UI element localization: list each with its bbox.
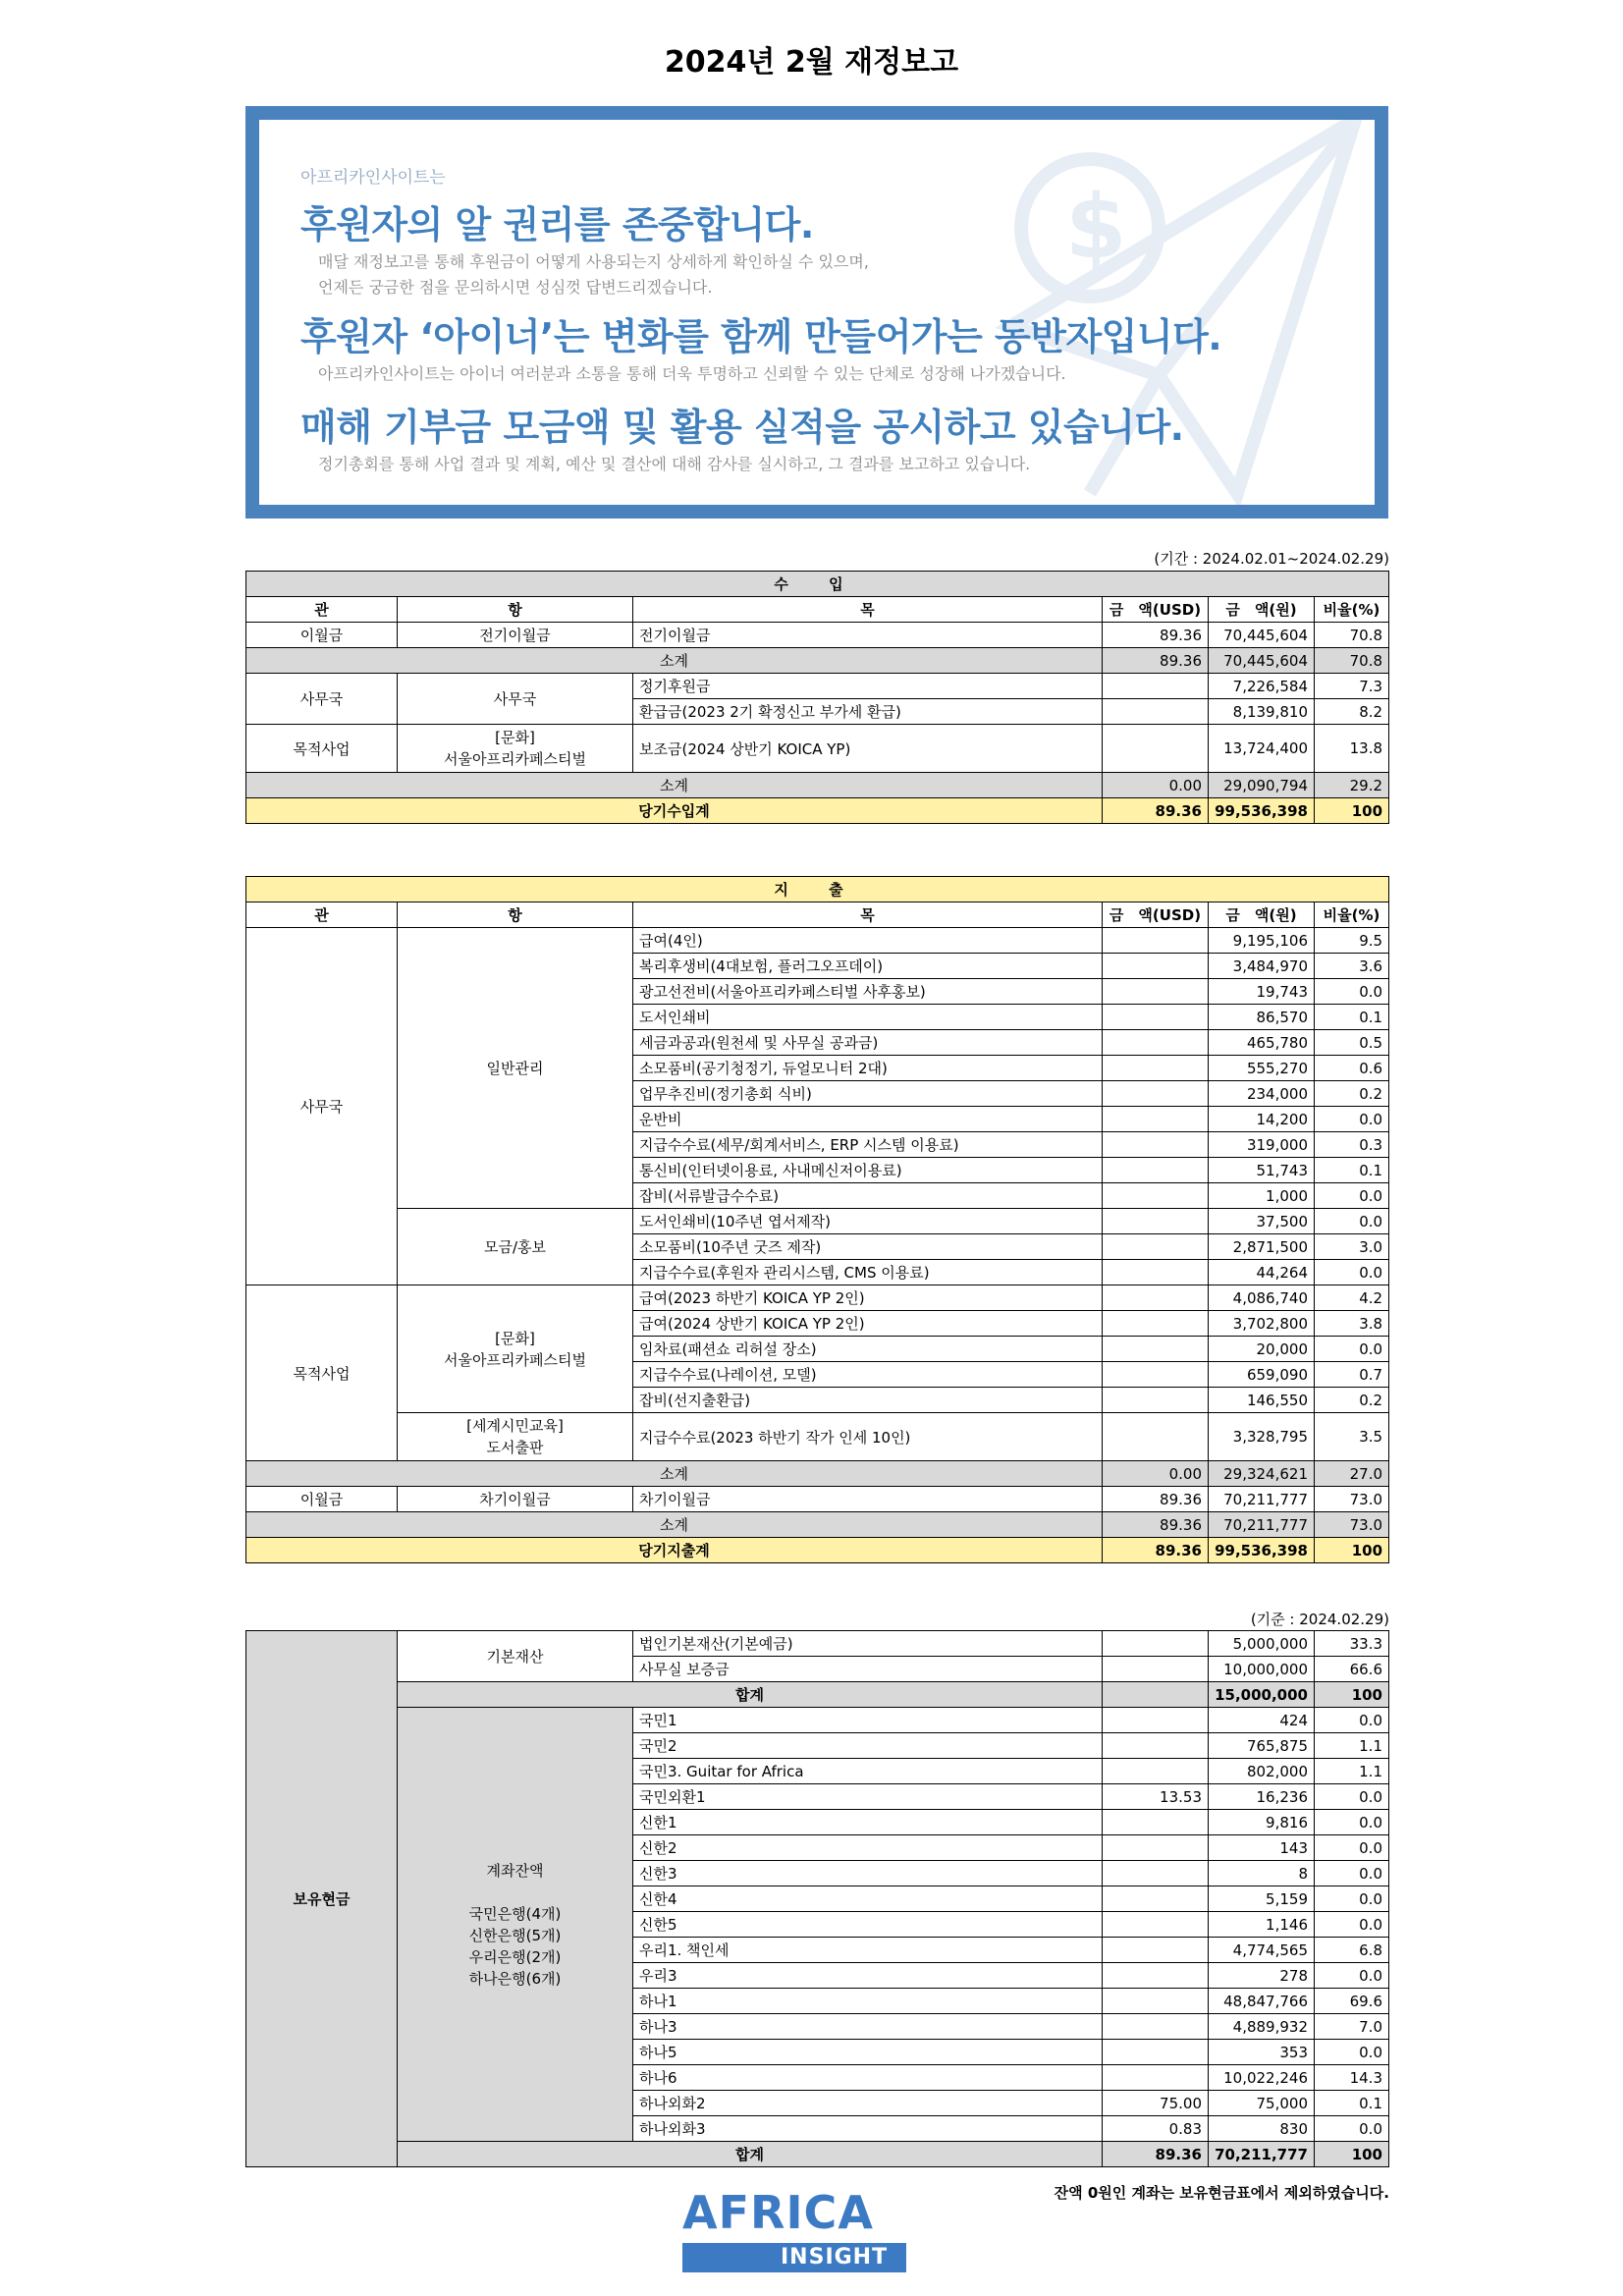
table-cell: 0.7 <box>1315 1362 1389 1388</box>
table-cell: 국민2 <box>633 1733 1103 1759</box>
table-cell: 89.36 <box>1103 1538 1209 1563</box>
table-cell: 비율(%) <box>1315 902 1389 928</box>
table-cell: 전기이월금 <box>633 623 1103 648</box>
table-cell: 하나외화3 <box>633 2116 1103 2142</box>
table-cell: 278 <box>1209 1963 1315 1989</box>
table-cell: 소모품비(10주년 굿즈 제작) <box>633 1234 1103 1260</box>
table-cell: 3.0 <box>1315 1234 1389 1260</box>
table-cell: 차기이월금 <box>398 1487 633 1512</box>
table-cell: 항 <box>398 902 633 928</box>
logo-sub-text: INSIGHT <box>781 2245 889 2269</box>
table-cell: 4,889,932 <box>1209 2014 1315 2040</box>
table-row <box>246 1209 1389 1234</box>
table-cell: 70,211,777 <box>1209 1487 1315 1512</box>
table-cell: 89.36 <box>1103 1487 1209 1512</box>
table-cell: 10,022,246 <box>1209 2065 1315 2091</box>
table-cell: 89.36 <box>1103 623 1209 648</box>
table-cell: 3.6 <box>1315 954 1389 979</box>
table-cell <box>1103 1835 1209 1861</box>
table-cell: 10,000,000 <box>1209 1657 1315 1682</box>
table-row <box>246 623 1389 648</box>
svg-text:$: $ <box>1065 176 1127 279</box>
table-cell: 89.36 <box>1103 2142 1209 2167</box>
banner-desc-3: 정기총회를 통해 사업 결과 및 계획, 예산 및 결산에 대해 감사를 실시하고, 그 결과를 보고하고 있습니다. <box>318 455 1031 473</box>
table-cell: 73.0 <box>1315 1487 1389 1512</box>
table-cell: 4.2 <box>1315 1285 1389 1311</box>
table-cell <box>1103 1912 1209 1938</box>
table-cell <box>1103 1311 1209 1337</box>
table-cell: 0.3 <box>1315 1132 1389 1158</box>
table-cell <box>1103 725 1209 773</box>
table-row <box>246 1413 1389 1461</box>
table-cell: 465,780 <box>1209 1030 1315 1056</box>
table-cell: 27.0 <box>1315 1461 1389 1487</box>
table-cell: 765,875 <box>1209 1733 1315 1759</box>
table-cell: 하나1 <box>633 1989 1103 2014</box>
table-cell: 모금/홍보 <box>398 1209 633 1285</box>
table-cell <box>1103 1413 1209 1461</box>
table-cell <box>1103 1861 1209 1886</box>
table-cell: 20,000 <box>1209 1337 1315 1362</box>
col-hang: 항 <box>398 597 633 623</box>
table-cell: 15,000,000 <box>1209 1682 1315 1708</box>
table-cell <box>1103 979 1209 1005</box>
expense-total-row <box>246 1538 1389 1563</box>
table-cell: 1.1 <box>1315 1759 1389 1784</box>
table-cell: 운반비 <box>633 1107 1103 1132</box>
table-cell: 계좌잔액 국민은행(4개) 신한은행(5개) 우리은행(2개) 하나은행(6개) <box>398 1708 633 2142</box>
table-cell: 정기후원금 <box>633 674 1103 699</box>
table-cell: 48,847,766 <box>1209 1989 1315 2014</box>
table-cell: 도서인쇄비(10주년 엽서제작) <box>633 1209 1103 1234</box>
table-cell: 8.2 <box>1315 699 1389 725</box>
table-cell: 69.6 <box>1315 1989 1389 2014</box>
table-cell: 신한2 <box>633 1835 1103 1861</box>
table-cell: 하나3 <box>633 2014 1103 2040</box>
table-cell <box>1103 1963 1209 1989</box>
banner-heading-2: 후원자 ‘아이너’는 변화를 함께 만들어가는 동반자입니다. <box>300 315 1222 358</box>
table-cell: 75,000 <box>1209 2091 1315 2116</box>
table-cell: 0.0 <box>1315 2116 1389 2142</box>
table-cell: 0.0 <box>1315 1337 1389 1362</box>
expense-title: 지 출 <box>246 877 1389 902</box>
table-cell: 7,226,584 <box>1209 674 1315 699</box>
subtotal-row <box>246 773 1389 798</box>
table-cell: 0.0 <box>1315 1810 1389 1835</box>
table-cell: 일반관리 <box>398 928 633 1209</box>
table-row <box>246 928 1389 954</box>
table-cell: 하나6 <box>633 2065 1103 2091</box>
table-cell <box>1103 1132 1209 1158</box>
table-cell: 86,570 <box>1209 1005 1315 1030</box>
table-cell: 3,328,795 <box>1209 1413 1315 1461</box>
table-cell <box>1103 1030 1209 1056</box>
table-cell: 70.8 <box>1315 648 1389 674</box>
banner-desc-1b: 언제든 궁금한 점을 문의하시면 성심껏 답변드리겠습니다. <box>318 278 713 297</box>
banner-desc-2: 아프리카인사이트는 아이너 여러분과 소통을 통해 더욱 투명하고 신뢰할 수 있는 단체로 성장해 나가겠습니다. <box>318 364 1066 383</box>
table-cell <box>1103 2040 1209 2065</box>
table-cell: 잡비(서류발급수수료) <box>633 1183 1103 1209</box>
table-cell: 신한3 <box>633 1861 1103 1886</box>
table-cell: 우리3 <box>633 1963 1103 1989</box>
table-cell: 830 <box>1209 2116 1315 2142</box>
table-cell: 9.5 <box>1315 928 1389 954</box>
table-cell <box>1103 1362 1209 1388</box>
table-cell: 목 <box>633 902 1103 928</box>
table-cell: [문화] 서울아프리카페스티벌 <box>398 1285 633 1413</box>
table-cell: 4,086,740 <box>1209 1285 1315 1311</box>
table-cell <box>1103 1234 1209 1260</box>
table-cell: 659,090 <box>1209 1362 1315 1388</box>
table-cell <box>1103 1733 1209 1759</box>
subtotal-row <box>246 2142 1389 2167</box>
table-cell: 사무실 보증금 <box>633 1657 1103 1682</box>
table-cell <box>1103 928 1209 954</box>
table-cell: 16,236 <box>1209 1784 1315 1810</box>
table-cell: 1,000 <box>1209 1183 1315 1209</box>
col-ratio: 비율(%) <box>1315 597 1389 623</box>
table-cell: 100 <box>1315 2142 1389 2167</box>
table-cell <box>1103 1388 1209 1413</box>
table-cell: 소계 <box>246 1512 1103 1538</box>
table-cell: 합계 <box>398 2142 1103 2167</box>
table-cell <box>1103 1056 1209 1081</box>
table-cell: 0.2 <box>1315 1081 1389 1107</box>
table-cell: 0.00 <box>1103 1461 1209 1487</box>
table-cell: 0.5 <box>1315 1030 1389 1056</box>
table-cell: 신한1 <box>633 1810 1103 1835</box>
table-cell: 33.3 <box>1315 1631 1389 1657</box>
table-cell: 0.1 <box>1315 1158 1389 1183</box>
table-cell: 지급수수료(2023 하반기 작가 인세 10인) <box>633 1413 1103 1461</box>
table-cell: 소계 <box>246 648 1103 674</box>
table-cell: 3.8 <box>1315 1311 1389 1337</box>
table-cell: 14,200 <box>1209 1107 1315 1132</box>
footnote: 잔액 0원인 계좌는 보유현금표에서 제외하였습니다. <box>1054 2184 1389 2202</box>
table-cell: 0.0 <box>1315 1708 1389 1733</box>
table-cell: 0.0 <box>1315 1784 1389 1810</box>
table-cell: 89.36 <box>1103 798 1209 824</box>
table-cell: 목적사업 <box>246 725 398 773</box>
table-cell: 보조금(2024 상반기 KOICA YP) <box>633 725 1103 773</box>
table-cell: 0.0 <box>1315 2040 1389 2065</box>
table-row <box>246 725 1389 773</box>
table-cell: 37,500 <box>1209 1209 1315 1234</box>
banner-desc-1a: 매달 재정보고를 통해 후원금이 어떻게 사용되는지 상세하게 확인하실 수 있으며, <box>318 252 869 271</box>
table-cell: 1.1 <box>1315 1733 1389 1759</box>
table-cell: 0.0 <box>1315 1963 1389 1989</box>
table-cell: 차기이월금 <box>633 1487 1103 1512</box>
col-usd: 금 액(USD) <box>1103 597 1209 623</box>
table-cell: 0.6 <box>1315 1056 1389 1081</box>
col-won: 금 액(원) <box>1209 597 1315 623</box>
table-cell: 70.8 <box>1315 623 1389 648</box>
table-cell: 100 <box>1315 798 1389 824</box>
donor-notice-banner <box>245 106 1388 519</box>
table-cell: 1,146 <box>1209 1912 1315 1938</box>
table-cell: 70,211,777 <box>1209 1512 1315 1538</box>
table-cell: 0.0 <box>1315 1209 1389 1234</box>
table-cell: 70,445,604 <box>1209 623 1315 648</box>
holdings-table <box>245 1630 1389 2167</box>
table-cell: 802,000 <box>1209 1759 1315 1784</box>
table-cell: 29.2 <box>1315 773 1389 798</box>
table-cell: 당기수입계 <box>246 798 1103 824</box>
base-date-label: (기준 : 2024.02.29) <box>1250 1611 1389 1628</box>
table-row <box>246 1285 1389 1311</box>
table-cell: 신한4 <box>633 1886 1103 1912</box>
table-row <box>246 1708 1389 1733</box>
table-cell: 지급수수료(나레이션, 모델) <box>633 1362 1103 1388</box>
table-cell <box>1103 1260 1209 1285</box>
table-cell: 99,536,398 <box>1209 1538 1315 1563</box>
period-label: (기간 : 2024.02.01~2024.02.29) <box>1154 550 1389 568</box>
table-cell: 지급수수료(세무/회계서비스, ERP 시스템 이용료) <box>633 1132 1103 1158</box>
banner-org: 아프리카인사이트는 <box>300 168 446 188</box>
table-cell: 국민3. Guitar for Africa <box>633 1759 1103 1784</box>
table-cell: 금 액(원) <box>1209 902 1315 928</box>
table-cell: 소모품비(공기청정기, 듀얼모니터 2대) <box>633 1056 1103 1081</box>
table-cell: 법인기본재산(기본예금) <box>633 1631 1103 1657</box>
table-cell: 0.0 <box>1315 1835 1389 1861</box>
table-cell: 급여(2024 상반기 KOICA YP 2인) <box>633 1311 1103 1337</box>
table-cell: 7.0 <box>1315 2014 1389 2040</box>
table-cell: 3.5 <box>1315 1413 1389 1461</box>
table-cell: [세계시민교육] 도서출판 <box>398 1413 633 1461</box>
table-cell: 이월금 <box>246 623 398 648</box>
table-cell: 0.2 <box>1315 1388 1389 1413</box>
table-cell: 우리1. 책인세 <box>633 1938 1103 1963</box>
table-cell: 사무국 <box>246 928 398 1285</box>
subtotal-row <box>246 1512 1389 1538</box>
table-cell: 100 <box>1315 1538 1389 1563</box>
table-cell: 잡비(선지출환급) <box>633 1388 1103 1413</box>
table-cell: 353 <box>1209 2040 1315 2065</box>
table-cell: 100 <box>1315 1682 1389 1708</box>
income-table <box>245 571 1389 824</box>
table-cell <box>1103 674 1209 699</box>
table-cell: 146,550 <box>1209 1388 1315 1413</box>
table-cell <box>1103 1810 1209 1835</box>
table-cell: 통신비(인터넷이용료, 사내메신저이용료) <box>633 1158 1103 1183</box>
table-cell: 금 액(USD) <box>1103 902 1209 928</box>
table-cell: 89.36 <box>1103 1512 1209 1538</box>
income-title: 수 입 <box>246 572 1389 597</box>
income-total-row <box>246 798 1389 824</box>
table-cell: 555,270 <box>1209 1056 1315 1081</box>
table-cell: 하나외화2 <box>633 2091 1103 2116</box>
table-cell: 13.8 <box>1315 725 1389 773</box>
subtotal-row <box>246 648 1389 674</box>
table-cell: 지급수수료(후원자 관리시스템, CMS 이용료) <box>633 1260 1103 1285</box>
table-cell: 9,816 <box>1209 1810 1315 1835</box>
table-row <box>246 674 1389 699</box>
table-cell <box>1103 1657 1209 1682</box>
table-cell: 이월금 <box>246 1487 398 1512</box>
table-cell: 사무국 <box>246 674 398 725</box>
table-cell: 0.0 <box>1315 1260 1389 1285</box>
table-cell: 44,264 <box>1209 1260 1315 1285</box>
table-cell: 424 <box>1209 1708 1315 1733</box>
table-cell <box>1103 1158 1209 1183</box>
table-cell <box>1103 2014 1209 2040</box>
table-cell: 8,139,810 <box>1209 699 1315 725</box>
table-cell: 9,195,106 <box>1209 928 1315 954</box>
table-cell <box>1103 954 1209 979</box>
table-cell: 0.0 <box>1315 1183 1389 1209</box>
table-cell: 관 <box>246 902 398 928</box>
table-cell: 급여(4인) <box>633 928 1103 954</box>
logo-main-text: AFRICA <box>682 2186 874 2239</box>
holdings-label: 보유현금 <box>246 1631 398 2167</box>
table-cell <box>1103 1759 1209 1784</box>
table-cell: 도서인쇄비 <box>633 1005 1103 1030</box>
africa-insight-logo <box>682 2186 908 2280</box>
table-cell: 6.8 <box>1315 1938 1389 1963</box>
table-cell: 합계 <box>398 1682 1103 1708</box>
table-cell: 0.0 <box>1315 1886 1389 1912</box>
table-cell: 전기이월금 <box>398 623 633 648</box>
table-cell: 급여(2023 하반기 KOICA YP 2인) <box>633 1285 1103 1311</box>
table-cell: 소계 <box>246 1461 1103 1487</box>
table-cell <box>1103 1285 1209 1311</box>
table-cell: 당기지출계 <box>246 1538 1103 1563</box>
table-cell <box>1103 1631 1209 1657</box>
table-cell: 29,324,621 <box>1209 1461 1315 1487</box>
table-cell <box>1103 1886 1209 1912</box>
table-cell: 세금과공과(원천세 및 사무실 공과금) <box>633 1030 1103 1056</box>
table-cell: 70,445,604 <box>1209 648 1315 674</box>
table-cell: 66.6 <box>1315 1657 1389 1682</box>
table-cell: 기본재산 <box>398 1631 633 1682</box>
table-cell: 0.1 <box>1315 1005 1389 1030</box>
table-cell <box>1103 2065 1209 2091</box>
table-cell: 319,000 <box>1209 1132 1315 1158</box>
table-cell: 75.00 <box>1103 2091 1209 2116</box>
table-row <box>246 1487 1389 1512</box>
banner-heading-3: 매해 기부금 모금액 및 활용 실적을 공시하고 있습니다. <box>300 406 1184 449</box>
table-cell: 13.53 <box>1103 1784 1209 1810</box>
table-cell: 0.0 <box>1315 1861 1389 1886</box>
table-cell: 3,702,800 <box>1209 1311 1315 1337</box>
table-cell: 5,000,000 <box>1209 1631 1315 1657</box>
table-cell: 목적사업 <box>246 1285 398 1461</box>
table-cell: 13,724,400 <box>1209 725 1315 773</box>
col-mok: 목 <box>633 597 1103 623</box>
table-cell <box>1103 1682 1209 1708</box>
table-cell: 0.1 <box>1315 2091 1389 2116</box>
table-cell: 환급금(2023 2기 확정신고 부가세 환급) <box>633 699 1103 725</box>
table-cell: 7.3 <box>1315 674 1389 699</box>
banner-heading-1: 후원자의 알 권리를 존중합니다. <box>300 203 814 246</box>
table-cell: 복리후생비(4대보험, 플러그오프데이) <box>633 954 1103 979</box>
table-cell: 19,743 <box>1209 979 1315 1005</box>
table-cell: 2,871,500 <box>1209 1234 1315 1260</box>
table-cell: 하나5 <box>633 2040 1103 2065</box>
page-title: 2024년 2월 재정보고 <box>664 45 959 80</box>
table-cell: 0.0 <box>1315 1107 1389 1132</box>
col-gwan: 관 <box>246 597 398 623</box>
table-cell: 29,090,794 <box>1209 773 1315 798</box>
table-cell: 3,484,970 <box>1209 954 1315 979</box>
table-cell: 234,000 <box>1209 1081 1315 1107</box>
table-cell <box>1103 699 1209 725</box>
table-cell: 0.0 <box>1315 1912 1389 1938</box>
expense-table <box>245 876 1389 1563</box>
table-cell <box>1103 1183 1209 1209</box>
table-cell: 소계 <box>246 773 1103 798</box>
table-cell: 사무국 <box>398 674 633 725</box>
table-cell: 0.00 <box>1103 773 1209 798</box>
table-cell <box>1103 1708 1209 1733</box>
table-cell <box>1103 1209 1209 1234</box>
table-cell <box>1103 1081 1209 1107</box>
table-cell <box>1103 1005 1209 1030</box>
table-cell: 73.0 <box>1315 1512 1389 1538</box>
table-cell: 5,159 <box>1209 1886 1315 1912</box>
table-cell: 70,211,777 <box>1209 2142 1315 2167</box>
table-cell: 4,774,565 <box>1209 1938 1315 1963</box>
table-cell: 0.0 <box>1315 979 1389 1005</box>
table-cell <box>1103 1938 1209 1963</box>
table-cell: 143 <box>1209 1835 1315 1861</box>
table-row <box>246 1631 1389 1657</box>
subtotal-row <box>246 1682 1389 1708</box>
table-cell: 업무추진비(정기총회 식비) <box>633 1081 1103 1107</box>
table-cell <box>1103 1337 1209 1362</box>
table-cell <box>1103 1107 1209 1132</box>
table-cell: 신한5 <box>633 1912 1103 1938</box>
table-cell: 51,743 <box>1209 1158 1315 1183</box>
table-cell <box>1103 1989 1209 2014</box>
table-cell: 14.3 <box>1315 2065 1389 2091</box>
table-cell: 0.83 <box>1103 2116 1209 2142</box>
table-cell: 89.36 <box>1103 648 1209 674</box>
subtotal-row <box>246 1461 1389 1487</box>
table-cell: [문화] 서울아프리카페스티벌 <box>398 725 633 773</box>
table-cell: 임차료(패션쇼 리허설 장소) <box>633 1337 1103 1362</box>
table-cell: 광고선전비(서울아프리카페스티벌 사후홍보) <box>633 979 1103 1005</box>
table-cell: 국민1 <box>633 1708 1103 1733</box>
table-cell: 국민외환1 <box>633 1784 1103 1810</box>
table-cell: 8 <box>1209 1861 1315 1886</box>
table-cell: 99,536,398 <box>1209 798 1315 824</box>
